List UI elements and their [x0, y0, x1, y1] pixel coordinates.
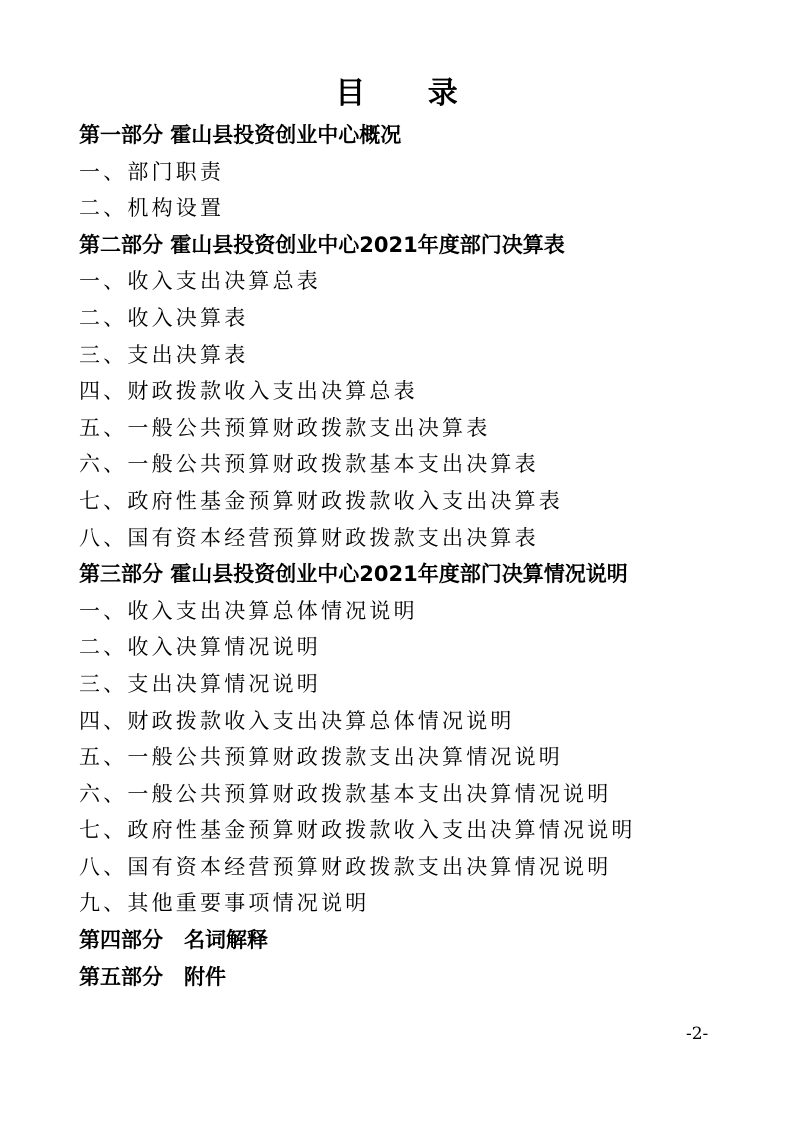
- toc-item: 六、一般公共预算财政拨款基本支出决算表: [79, 452, 539, 477]
- toc-item: 一、收入支出决算总表: [79, 269, 321, 294]
- toc-item: 一、部门职责: [79, 159, 225, 184]
- toc-item: 九、其他重要事项情况说明: [79, 891, 370, 916]
- toc-part-heading: 第四部分 名词解释: [79, 928, 268, 953]
- toc-item: 四、财政拨款收入支出决算总体情况说明: [79, 708, 515, 733]
- toc-item: 五、一般公共预算财政拨款支出决算表: [79, 415, 491, 440]
- toc-item: 七、政府性基金预算财政拨款收入支出决算表: [79, 488, 563, 513]
- toc-item: 四、财政拨款收入支出决算总表: [79, 379, 418, 404]
- toc-part-heading: 第五部分 附件: [79, 964, 226, 989]
- page-title: 目 录: [335, 76, 484, 111]
- toc-part-heading: 第二部分 霍山县投资创业中心2021年度部门决算表: [79, 232, 565, 257]
- toc-item: 二、收入决算情况说明: [79, 635, 321, 660]
- toc-item: 五、一般公共预算财政拨款支出决算情况说明: [79, 745, 563, 770]
- toc-part-heading: 第三部分 霍山县投资创业中心2021年度部门决算情况说明: [79, 562, 628, 587]
- table-of-contents: [79, 117, 769, 995]
- toc-item: 三、支出决算表: [79, 342, 249, 367]
- toc-item: 二、收入决算表: [79, 305, 249, 330]
- toc-item: 二、机构设置: [79, 196, 225, 221]
- page-number: -2-: [686, 1024, 709, 1044]
- toc-item: 八、国有资本经营预算财政拨款支出决算情况说明: [79, 854, 612, 879]
- toc-item: 三、支出决算情况说明: [79, 671, 321, 696]
- toc-item: 七、政府性基金预算财政拨款收入支出决算情况说明: [79, 818, 636, 843]
- toc-item: 一、收入支出决算总体情况说明: [79, 598, 418, 623]
- toc-item: 六、一般公共预算财政拨款基本支出决算情况说明: [79, 781, 612, 806]
- toc-item: 八、国有资本经营预算财政拨款支出决算表: [79, 525, 539, 550]
- toc-part-heading: 第一部分 霍山县投资创业中心概况: [79, 123, 402, 147]
